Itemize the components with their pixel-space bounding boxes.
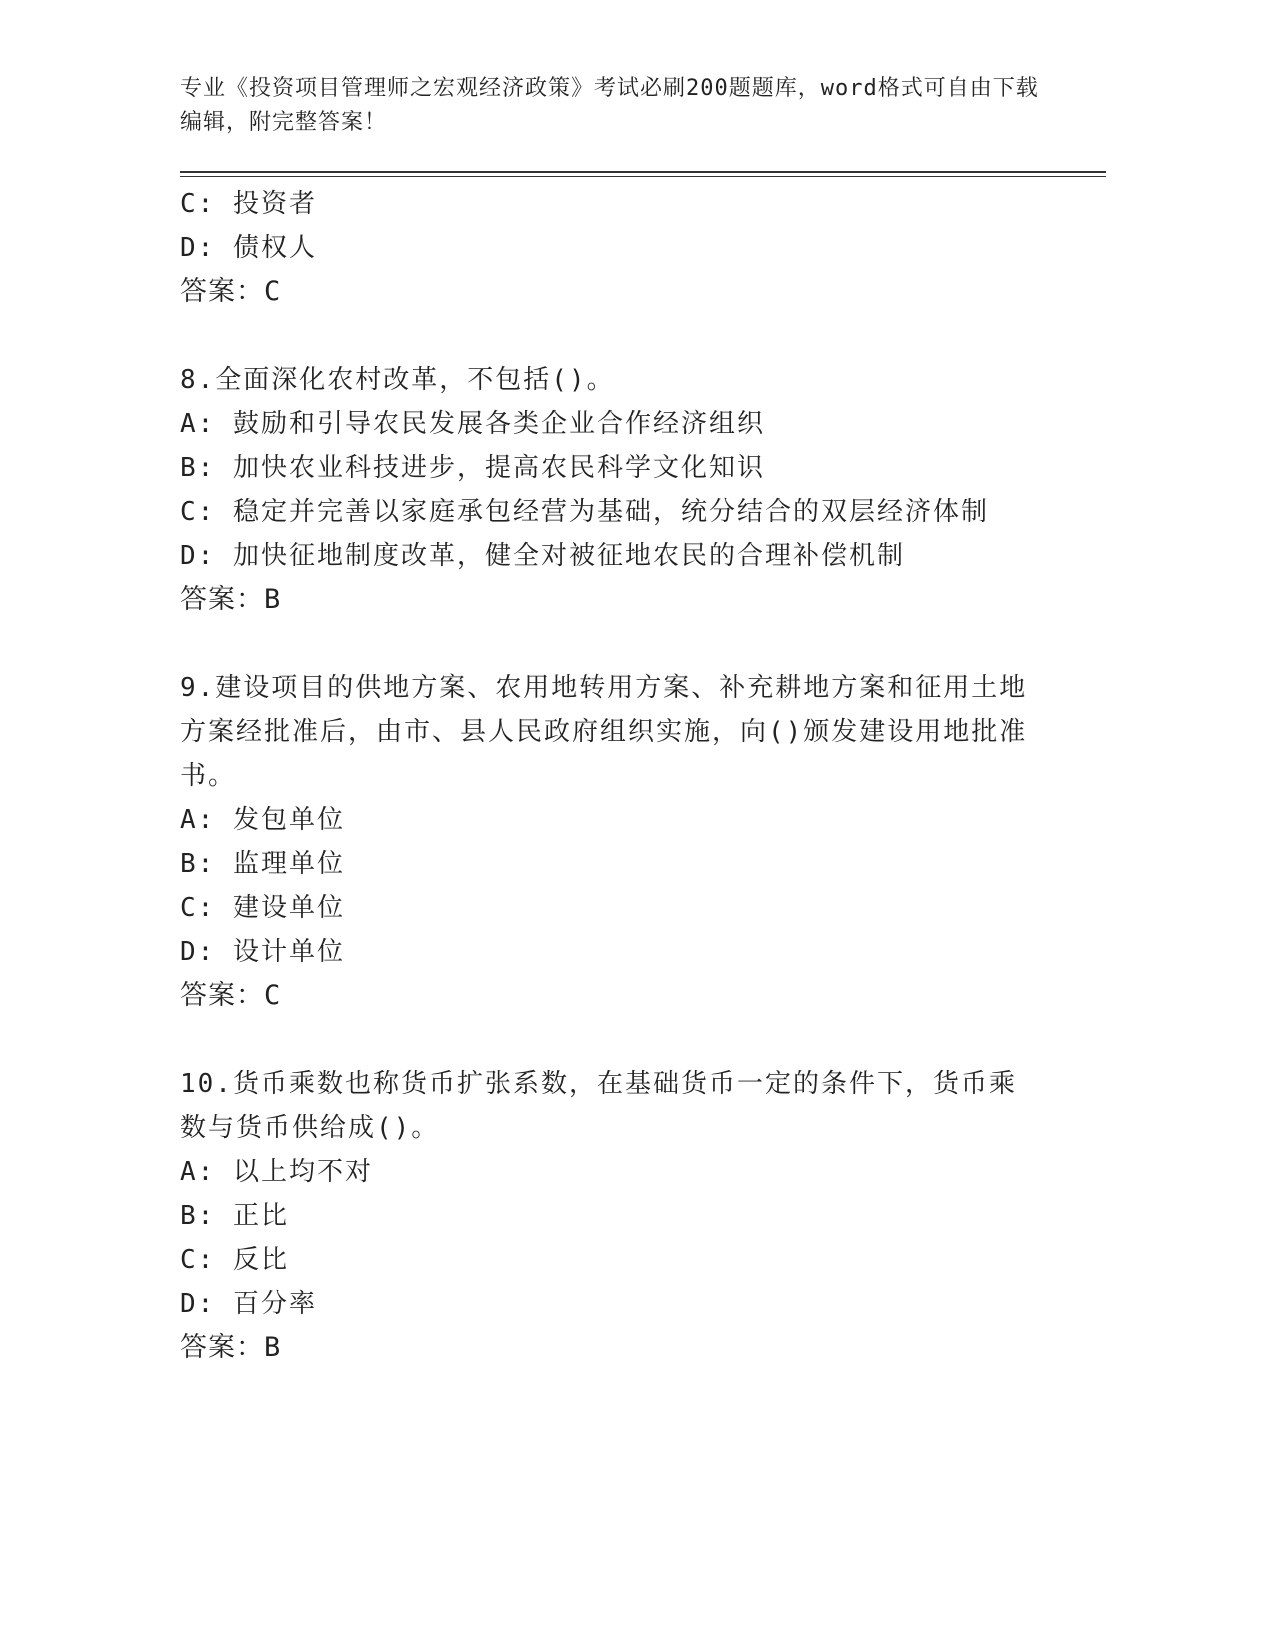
spacer — [180, 1018, 1060, 1062]
answer-line: 答案：C — [180, 276, 282, 307]
option-d: D: 加快征地制度改革，健全对被征地农民的合理补偿机制 — [180, 541, 905, 571]
question-stem: 8.全面深化农村改革，不包括()。 — [180, 365, 615, 395]
option-a: A: 以上均不对 — [180, 1157, 373, 1187]
option-c: C: 稳定并完善以家庭承包经营为基础，统分结合的双层经济体制 — [180, 497, 989, 527]
question-block-8 — [180, 358, 1060, 622]
option-b: B: 正比 — [180, 1201, 289, 1231]
option-d: D: 设计单位 — [180, 937, 345, 967]
answer-line: 答案：B — [180, 1332, 282, 1363]
answer-line: 答案：B — [180, 584, 282, 615]
answer-line: 答案：C — [180, 980, 282, 1011]
question-block-prev — [180, 182, 1060, 314]
question-stem: 10.货币乘数也称货币扩张系数，在基础货币一定的条件下，货币乘数与货币供给成()。 — [180, 1069, 1017, 1143]
option-c: C: 反比 — [180, 1245, 289, 1275]
spacer — [180, 622, 1060, 666]
option-b: B: 监理单位 — [180, 849, 345, 879]
question-block-9 — [180, 666, 1060, 1018]
option-d: D: 百分率 — [180, 1289, 317, 1319]
option-d: D: 债权人 — [180, 233, 317, 263]
header-divider-thick — [180, 171, 1106, 173]
option-b: B: 加快农业科技进步，提高农民科学文化知识 — [180, 453, 765, 483]
option-a: A: 发包单位 — [180, 805, 345, 835]
option-c: C: 投资者 — [180, 189, 317, 219]
question-list — [180, 182, 1060, 1370]
option-c: C: 建设单位 — [180, 893, 345, 923]
header-divider-thin — [180, 176, 1106, 177]
document-header: 专业《投资项目管理师之宏观经济政策》考试必刷200题题库，word格式可自由下载编辑，附完整答案！ — [180, 76, 1039, 135]
question-block-10 — [180, 1062, 1060, 1370]
option-a: A: 鼓励和引导农民发展各类企业合作经济组织 — [180, 409, 765, 439]
spacer — [180, 314, 1060, 358]
question-stem: 9.建设项目的供地方案、农用地转用方案、补充耕地方案和征用土地方案经批准后，由市、县人民政府组织实施，向()颁发建设用地批准书。 — [180, 673, 1028, 791]
